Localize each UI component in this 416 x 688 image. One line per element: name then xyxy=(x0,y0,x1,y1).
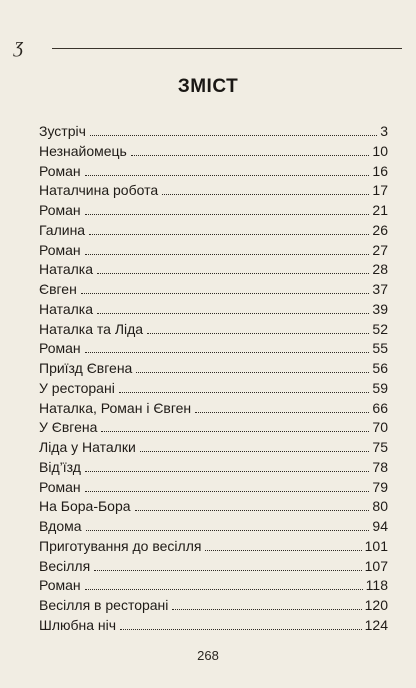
toc-entry-title: Роман xyxy=(39,162,81,179)
dot-leader xyxy=(136,372,369,373)
toc-entry-title: На Бора-Бора xyxy=(39,498,131,515)
dot-leader xyxy=(97,313,369,314)
table-of-contents xyxy=(39,122,388,636)
toc-entry-page: 28 xyxy=(372,261,388,278)
toc-entry-page: 80 xyxy=(372,498,388,515)
dot-leader xyxy=(205,550,361,551)
toc-entry-page: 39 xyxy=(372,300,388,317)
list-item xyxy=(39,181,388,201)
list-item xyxy=(39,596,388,616)
list-item xyxy=(39,339,388,359)
toc-entry-page: 107 xyxy=(364,557,388,574)
list-item xyxy=(39,300,388,320)
toc-entry-title: Шлюбна ніч xyxy=(39,616,117,633)
list-item xyxy=(39,320,388,340)
toc-entry-title: Євген xyxy=(39,281,77,297)
dot-leader xyxy=(195,412,369,413)
toc-entry-title: Роман xyxy=(39,577,81,594)
toc-entry-title: Ліда у Наталки xyxy=(39,439,136,455)
toc-entry-page: 55 xyxy=(372,340,388,357)
dot-leader xyxy=(147,333,369,334)
flourish-icon: Ʒ xyxy=(14,38,24,57)
dot-leader xyxy=(140,451,370,452)
toc-entry-page: 79 xyxy=(372,478,388,495)
page-title: ЗМІСТ xyxy=(177,76,239,97)
dot-leader xyxy=(85,589,363,590)
toc-entry-title: Наталчина робота xyxy=(39,182,159,199)
toc-entry-title: У Євгена xyxy=(39,419,98,436)
dot-leader xyxy=(131,155,370,156)
toc-entry-page: 37 xyxy=(372,281,388,297)
dot-leader xyxy=(162,194,369,195)
dot-leader xyxy=(90,135,377,136)
toc-entry-page: 59 xyxy=(372,379,388,396)
dot-leader xyxy=(89,234,369,235)
toc-entry-title: Вдома xyxy=(39,518,82,534)
toc-entry-page: 26 xyxy=(372,221,388,238)
list-item xyxy=(39,399,388,419)
dot-leader xyxy=(135,510,370,511)
toc-entry-title: У ресторані xyxy=(39,379,115,396)
toc-entry-title: Наталка та Ліда xyxy=(39,320,144,337)
list-item xyxy=(39,280,388,300)
list-item xyxy=(39,241,388,261)
toc-entry-title: Весілля в ресторані xyxy=(39,597,169,613)
list-item xyxy=(39,497,388,517)
list-item xyxy=(39,221,388,241)
dot-leader xyxy=(85,254,370,255)
page-number: 268 xyxy=(197,648,219,663)
list-item xyxy=(39,359,388,379)
toc-entry-title: Роман xyxy=(39,202,81,218)
toc-entry-page: 78 xyxy=(372,458,388,475)
dot-leader xyxy=(101,431,369,432)
list-item xyxy=(39,517,388,537)
list-item xyxy=(39,260,388,280)
toc-entry-title: Галина xyxy=(39,221,86,238)
dot-leader xyxy=(85,491,370,492)
toc-entry-title: Роман xyxy=(39,340,81,357)
dot-leader xyxy=(120,629,362,630)
list-item xyxy=(39,438,388,458)
toc-entry-title: Наталка, Роман і Євген xyxy=(39,399,192,416)
list-item xyxy=(39,576,388,596)
toc-entry-page: 56 xyxy=(372,360,388,376)
toc-entry-title: Наталка xyxy=(39,261,94,278)
dot-leader xyxy=(85,471,370,472)
list-item xyxy=(39,557,388,577)
toc-entry-title: Наталка xyxy=(39,300,94,317)
dot-leader xyxy=(94,570,361,571)
toc-entry-title: Незнайомець xyxy=(39,142,127,159)
toc-entry-page: 27 xyxy=(372,241,388,258)
header-divider xyxy=(52,48,402,49)
dot-leader xyxy=(119,392,370,393)
dot-leader xyxy=(81,293,370,294)
list-item xyxy=(39,537,388,557)
toc-entry-title: Роман xyxy=(39,478,81,495)
toc-entry-page: 17 xyxy=(372,182,388,199)
list-item xyxy=(39,478,388,498)
dot-leader xyxy=(172,609,361,610)
toc-entry-title: Роман xyxy=(39,241,81,258)
toc-entry-page: 10 xyxy=(372,142,388,159)
toc-entry-title: Зустріч xyxy=(39,123,86,139)
toc-entry-page: 94 xyxy=(372,518,388,534)
dot-leader xyxy=(86,530,370,531)
toc-entry-page: 120 xyxy=(364,597,388,613)
dot-leader xyxy=(85,214,370,215)
list-item xyxy=(39,162,388,182)
toc-entry-title: Приїзд Євгена xyxy=(39,360,133,376)
toc-entry-title: Весілля xyxy=(39,557,91,574)
toc-entry-title: Від’їзд xyxy=(39,458,81,475)
list-item xyxy=(39,201,388,221)
dot-leader xyxy=(85,352,370,353)
list-item xyxy=(39,142,388,162)
toc-entry-page: 118 xyxy=(365,577,388,594)
list-item xyxy=(39,458,388,478)
dot-leader xyxy=(97,273,369,274)
list-item xyxy=(39,418,388,438)
toc-entry-page: 70 xyxy=(372,419,388,436)
dot-leader xyxy=(85,175,370,176)
toc-entry-title: Приготування до весілля xyxy=(39,537,202,554)
toc-entry-page: 16 xyxy=(372,162,388,179)
list-item xyxy=(39,616,388,636)
toc-entry-page: 124 xyxy=(364,616,388,633)
toc-entry-page: 75 xyxy=(372,439,388,455)
toc-entry-page: 66 xyxy=(372,399,388,416)
toc-entry-page: 101 xyxy=(364,537,388,554)
toc-entry-page: 52 xyxy=(372,320,388,337)
toc-entry-page: 21 xyxy=(372,202,388,218)
list-item xyxy=(39,379,388,399)
toc-entry-page: 3 xyxy=(380,123,388,139)
list-item xyxy=(39,122,388,142)
